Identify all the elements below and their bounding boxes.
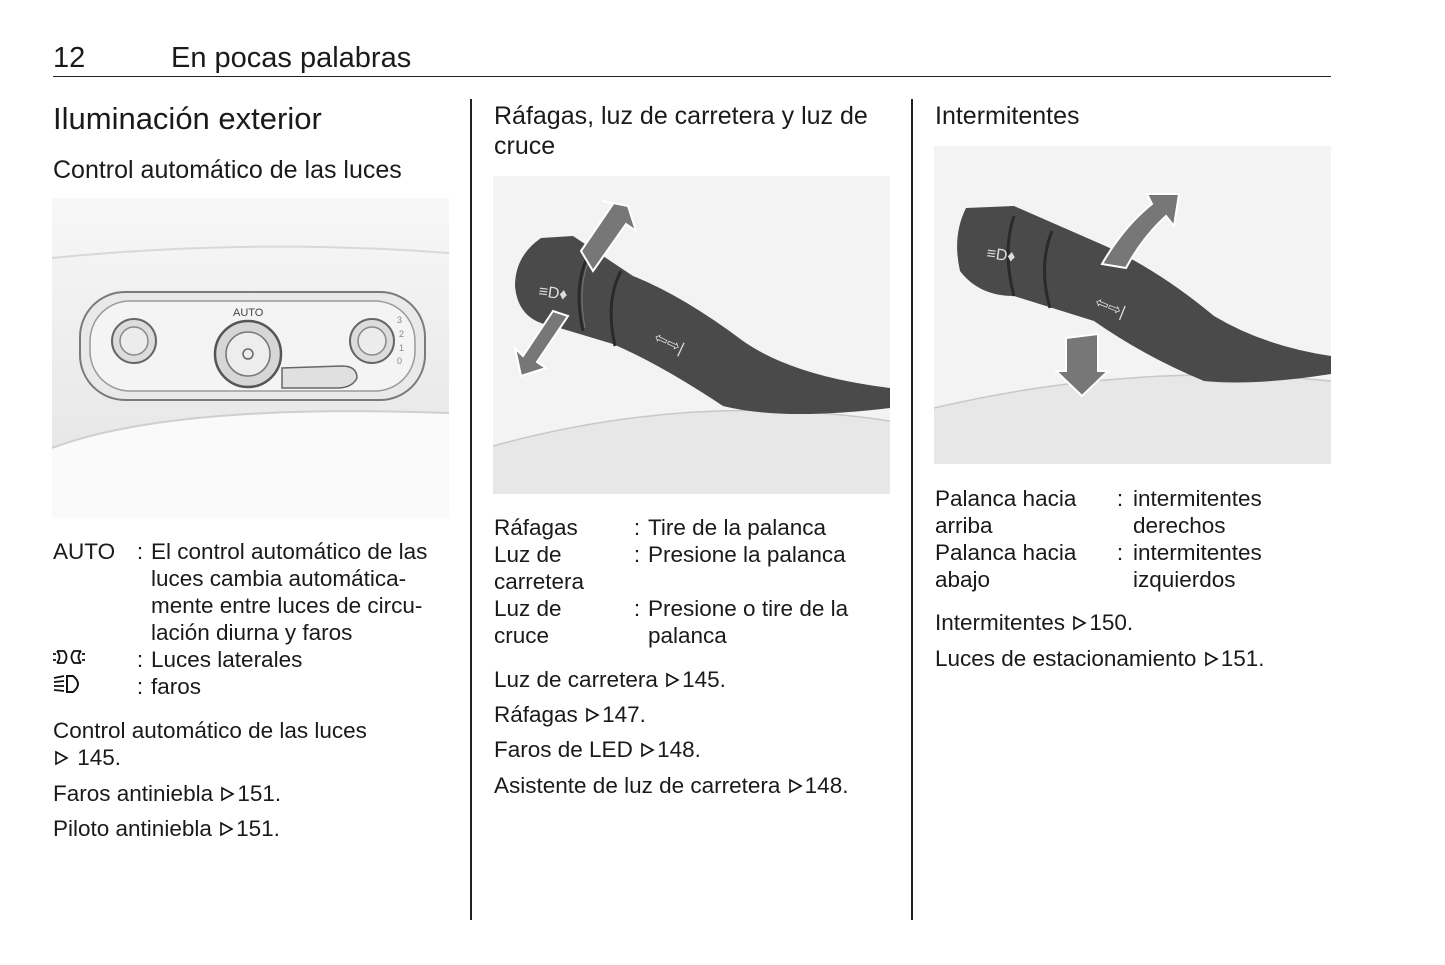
- reference-line: Intermitentes 150.: [935, 610, 1134, 635]
- svg-text:0: 0: [397, 356, 403, 366]
- reference-line: Faros de LED 148.: [494, 737, 701, 762]
- list-item: Palanca hacia abajo : intermitentes izquierdos: [935, 540, 1262, 592]
- reference-line: Luz de carretera 145.: [494, 667, 726, 692]
- list-item: Luz de cruce : Presione o tire de la palanca: [494, 596, 849, 648]
- reference-line: Ráfagas 147.: [494, 702, 646, 727]
- reference-line: Asistente de luz de carretera 148.: [494, 773, 849, 798]
- reference-line: Control automático de las luces 145.: [53, 718, 367, 770]
- page-ref-arrow-icon: [53, 745, 71, 770]
- svg-text:2: 2: [399, 329, 405, 339]
- reference-line: Faros antiniebla 151.: [53, 781, 282, 806]
- headlight-lever-figure: [493, 176, 890, 494]
- svg-text:≡D♦: ≡D♦: [537, 283, 569, 305]
- page-ref-arrow-icon: [787, 773, 805, 798]
- page-ref-arrow-icon: [219, 781, 237, 806]
- turn-signal-definition-list: [935, 485, 1331, 593]
- page-ref-arrow-icon: [1071, 610, 1089, 635]
- chapter-title: En pocas palabras: [171, 42, 412, 74]
- headlight-icon: [53, 673, 129, 701]
- auto-label: AUTO: [233, 307, 264, 319]
- page-number: 12: [53, 42, 86, 74]
- page-ref-arrow-icon: [584, 702, 602, 727]
- list-item: AUTO : El control automático de las luces cambia automática-mente entre luces de circu-lación diurna y faros: [53, 539, 428, 645]
- list-item: Luz de carretera : Presione la palanca: [494, 542, 846, 594]
- light-switch-figure: [52, 198, 449, 518]
- svg-text:⇦⇨|: ⇦⇨|: [1092, 293, 1128, 322]
- svg-text:≡D♦: ≡D♦: [985, 245, 1017, 267]
- reference-line: Luces de estacionamiento 151.: [935, 646, 1265, 671]
- page-ref-arrow-icon: [664, 667, 682, 692]
- column-divider: [470, 99, 472, 920]
- section-title: Iluminación exterior: [53, 101, 322, 136]
- list-item: : Luces laterales: [53, 646, 453, 673]
- page-ref-arrow-icon: [1203, 646, 1221, 671]
- turn-signal-lever-figure: [934, 146, 1331, 464]
- page-ref-arrow-icon: [218, 816, 236, 841]
- svg-text:3: 3: [397, 315, 403, 325]
- section-title: Intermitentes: [935, 102, 1080, 130]
- control-definition-list: [53, 538, 453, 701]
- lever-definition-list: [494, 514, 894, 649]
- section-title: Ráfagas, luz de carretera y luz de cruce: [494, 102, 868, 160]
- page-header: [53, 42, 1331, 77]
- list-item: Ráfagas : Tire de la palanca: [494, 515, 827, 540]
- svg-text:⇦⇨|: ⇦⇨|: [651, 329, 687, 358]
- subsection-title: Control automático de las luces: [53, 156, 402, 184]
- reference-line: Piloto antiniebla 151.: [53, 816, 280, 841]
- svg-text:1: 1: [399, 343, 405, 353]
- list-item: Palanca hacia arriba : intermitentes derechos: [935, 486, 1262, 538]
- column-divider: [911, 99, 913, 920]
- page-ref-arrow-icon: [639, 737, 657, 762]
- side-lights-icon: [53, 646, 129, 673]
- list-item: : faros: [53, 673, 453, 701]
